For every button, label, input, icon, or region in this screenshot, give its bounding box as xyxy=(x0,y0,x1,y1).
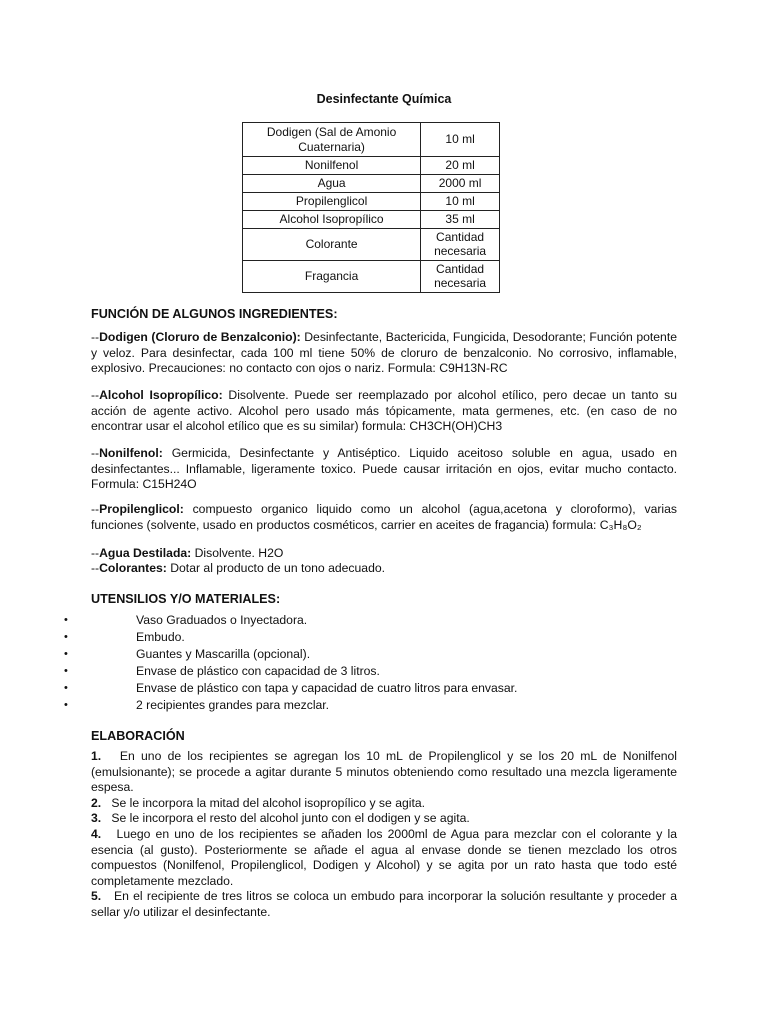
dash-prefix: -- xyxy=(91,561,100,575)
ingredient-label: Colorantes: xyxy=(99,561,167,575)
elaboration-heading: ELABORACIÓN xyxy=(91,729,185,743)
dash-prefix: -- xyxy=(91,546,100,560)
step-item xyxy=(91,796,677,812)
list-item-text: Embudo. xyxy=(136,630,185,644)
ingredient-name: Agua xyxy=(243,175,421,193)
list-item-text: Envase de plástico con tapa y capacidad de cuatro litros para envasar. xyxy=(136,681,518,695)
functions-heading: FUNCIÓN DE ALGUNOS INGREDIENTES: xyxy=(91,307,338,321)
dash-prefix: -- xyxy=(91,388,100,402)
ingredient-name: Alcohol Isopropílico xyxy=(243,210,421,228)
table-row xyxy=(243,175,500,193)
step-number: 3. xyxy=(91,811,102,826)
step-text: En el recipiente de tres litros se coloca un embudo para incorporar la solución resultante y proceder a sellar y/o utilizar el desinfectante. xyxy=(91,889,677,919)
table-row xyxy=(243,123,500,157)
ingredient-name: Fragancia xyxy=(243,260,421,292)
ingredient-qty: Cantidad necesaria xyxy=(421,228,500,260)
ingredient-name: Propilenglicol xyxy=(243,193,421,211)
ingredient-name: Dodigen (Sal de Amonio Cuaternaria) xyxy=(243,123,421,157)
ingredient-label: Nonilfenol: xyxy=(99,446,163,460)
step-text: Luego en uno de los recipientes se añaden los 2000ml de Agua para mezclar con el colorante y la esencia (al gusto). Posteriormente se añade el agua al envase donde se tienen mezclado los otros compuestos (Nonilfenol, Propilenglicol, Dodigen y Alcohol) y se agita por un rato hasta que todo esté completamente mezclado. xyxy=(91,826,677,888)
step-item xyxy=(91,811,677,827)
list-item-text: Guantes y Mascarilla (opcional). xyxy=(136,647,311,661)
ingredient-label: Alcohol Isopropílico: xyxy=(99,388,223,402)
table-row xyxy=(243,210,500,228)
step-item xyxy=(91,827,677,889)
bullet-icon: • xyxy=(64,665,68,677)
table-row xyxy=(243,260,500,292)
ingredient-description: Dotar al producto de un tono adecuado. xyxy=(166,561,386,575)
bullet-icon: • xyxy=(64,648,68,660)
ingredient-description: Germicida, Desinfectante y Antiséptico. Liquido aceitoso soluble en agua, usado en desinfectantes... Inflamable, ligeramente toxico. Puede causar irritación en ojos, evitar mucho contacto. Formula: C15H24O xyxy=(91,446,677,492)
function-dodigen xyxy=(91,330,677,377)
list-item-text: Envase de plástico con capacidad de 3 litros. xyxy=(136,664,380,678)
step-text: Se le incorpora la mitad del alcohol isopropílico y se agita. xyxy=(111,795,426,810)
step-item xyxy=(91,889,677,920)
ingredient-qty: Cantidad necesaria xyxy=(421,260,500,292)
ingredient-name: Colorante xyxy=(243,228,421,260)
step-number: 1. xyxy=(91,749,102,763)
ingredient-description: Disolvente. H2O xyxy=(191,546,284,560)
function-agua xyxy=(91,546,677,562)
ingredient-name: Nonilfenol xyxy=(243,157,421,175)
ingredient-description: Disolvente. Puede ser reemplazado por alcohol etílico, pero decae un tanto su acción de agente activo. Alcohol pero usado más tópicamente, mata germenes, etc. (en caso de no encontrar usar el alcohol etílico que es su similar) formula: CH3CH(OH)CH3 xyxy=(91,388,677,434)
step-number: 5. xyxy=(91,889,102,904)
table-row xyxy=(243,228,500,260)
dash-prefix: -- xyxy=(91,446,100,460)
function-nonilfenol xyxy=(91,446,677,493)
ingredient-description: compuesto organico liquido como un alcohol (agua,acetona y cloroformo), varias funciones (solvente, usado en productos cosméticos, carrier en aceites de fragancia) formula: C₃H₈O₂ xyxy=(91,502,677,532)
function-colorantes xyxy=(91,561,677,577)
ingredient-qty: 10 ml xyxy=(421,123,500,157)
bullet-icon: • xyxy=(64,614,68,626)
dash-prefix: -- xyxy=(91,330,100,344)
list-item-text: Vaso Graduados o Inyectadora. xyxy=(136,613,308,627)
bullet-icon: • xyxy=(64,699,68,711)
utensils-heading: UTENSILIOS Y/O MATERIALES: xyxy=(91,592,281,606)
ingredient-qty: 2000 ml xyxy=(421,175,500,193)
ingredient-description: Desinfectante, Bactericida, Fungicida, Desodorante; Función potente y veloz. Para desinfectar, cada 100 ml tiene 50% de cloruro de benzalconio. No corrosivo, inflamable, explosivo. Precauciones: no contacto con ojos o nariz. Formula: C9H13N-RC xyxy=(91,330,677,376)
elaboration-steps xyxy=(91,749,677,921)
step-text: En uno de los recipientes se agregan los 10 mL de Propilenglicol y se los 20 mL de Nonilfenol (emulsionante); se procede a agitar durante 5 minutos obteniendo como resultado una mezcla ligeramente espesa. xyxy=(91,749,677,795)
function-propilenglicol xyxy=(91,502,677,533)
step-number: 2. xyxy=(91,795,102,810)
ingredient-qty: 10 ml xyxy=(421,193,500,211)
ingredient-label: Dodigen (Cloruro de Benzalconio): xyxy=(99,330,301,344)
ingredient-qty: 35 ml xyxy=(421,210,500,228)
bullet-icon: • xyxy=(64,631,68,643)
ingredient-label: Propilenglicol: xyxy=(99,502,184,516)
step-text: Se le incorpora el resto del alcohol junto con el dodigen y se agita. xyxy=(111,811,470,826)
document-title: Desinfectante Química xyxy=(316,92,452,106)
table-row xyxy=(243,193,500,211)
ingredient-label: Agua Destilada: xyxy=(99,546,192,560)
table-row xyxy=(243,157,500,175)
ingredients-table xyxy=(242,122,500,293)
function-alcohol xyxy=(91,388,677,435)
step-number: 4. xyxy=(91,826,102,841)
ingredient-qty: 20 ml xyxy=(421,157,500,175)
dash-prefix: -- xyxy=(91,502,100,516)
bullet-icon: • xyxy=(64,682,68,694)
step-item xyxy=(91,749,677,796)
list-item-text: 2 recipientes grandes para mezclar. xyxy=(136,698,330,712)
